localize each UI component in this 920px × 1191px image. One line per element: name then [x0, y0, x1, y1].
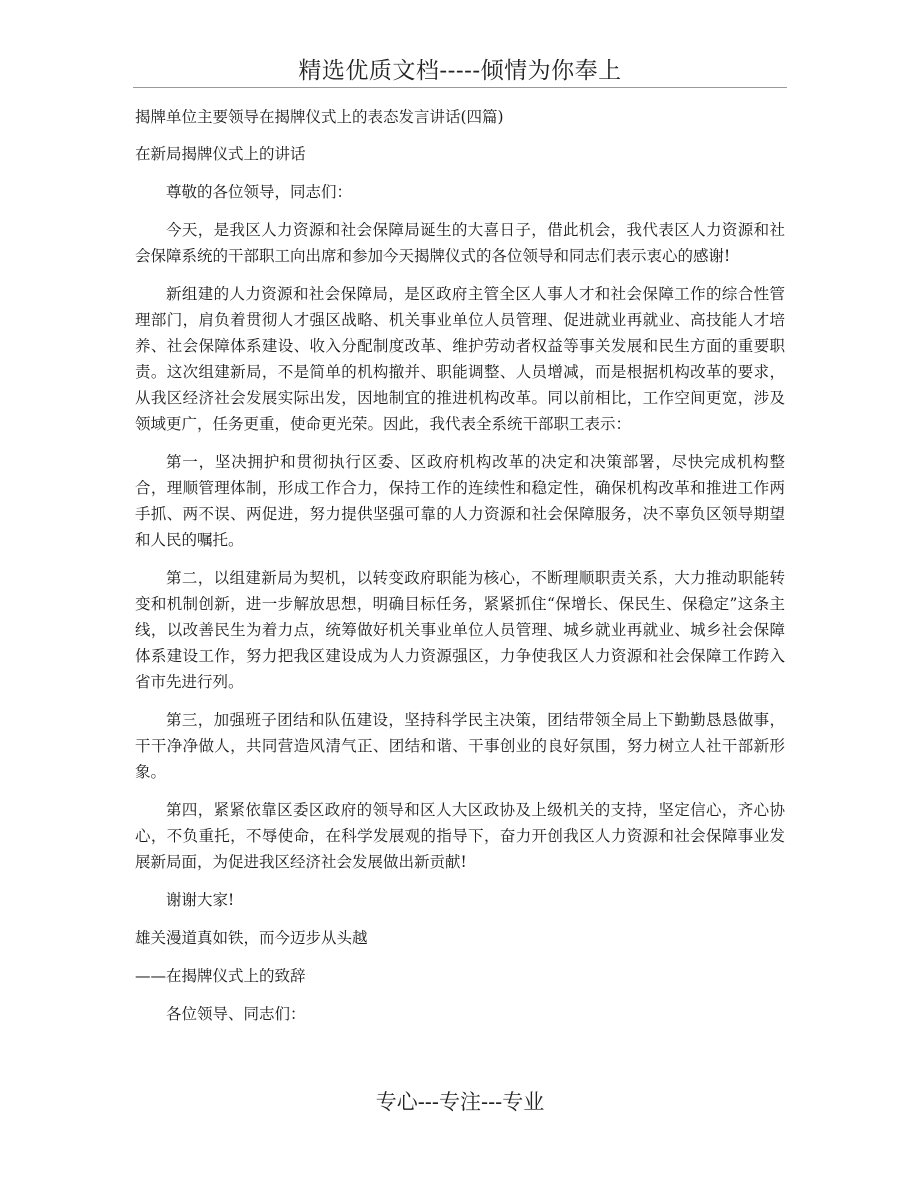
paragraph-intro: 今天，是我区人力资源和社会保障局诞生的大喜日子，借此机会，我代表区人力资源和社会保障系统的干部职工向出席和参加今天揭牌仪式的各位领导和同志们表示衷心的感谢! — [135, 221, 785, 265]
paragraph-first: 第一，坚决拥护和贯彻执行区委、区政府机构改革的决定和决策部署，尽快完成机构整合，理顺管理体制，形成工作合力，保持工作的连续性和稳定性，确保机构改革和推进工作两手抓、两不误、两促进，努力提供坚强可靠的人力资源和社会保障服务，决不辜负区领导期望和人民的嘱托。 — [135, 453, 785, 549]
second-speech-title: 雄关漫道真如铁，而今迈步从头越 — [135, 929, 368, 947]
document-body — [135, 104, 785, 1039]
greeting: 尊敬的各位领导，同志们： — [166, 183, 353, 201]
paragraph-fourth: 第四，紧紧依靠区委区政府的领导和区人大区政协及上级机关的支持，坚定信心，齐心协心，不负重托，不辱使命，在科学发展观的指导下，奋力开创我区人力资源和社会保障事业发展新局面，为促进我区经济社会发展做出新贡献! — [135, 801, 785, 871]
page-footer: 专心---专注---专业 — [375, 1090, 545, 1114]
header-divider — [133, 87, 787, 88]
closing-thanks: 谢谢大家! — [166, 891, 235, 909]
paragraph-second: 第二，以组建新局为契机，以转变政府职能为核心，不断理顺职责关系，大力推动职能转变和机制创新，进一步解放思想，明确目标任务，紧紧抓住“保增长、保民生、保稳定”这条主线，以改善民生为着力点，统筹做好机关事业单位人员管理、城乡就业再就业、城乡社会保障体系建设工作，努力把我区建设成为人力资源强区，力争使我区人力资源和社会保障工作跨入省市先进行列。 — [135, 569, 785, 691]
second-speech-subtitle: ——在揭牌仪式上的致辞 — [135, 967, 306, 985]
page-header-title: 精选优质文档-----倾情为你奉上 — [298, 58, 622, 84]
speech-title: 在新局揭牌仪式上的讲话 — [135, 145, 306, 163]
paragraph-responsibilities: 新组建的人力资源和社会保障局，是区政府主管全区人事人才和社会保障工作的综合性管理部门，肩负着贯彻人才强区战略、机关事业单位人员管理、促进就业再就业、高技能人才培养、社会保障体系建设、收入分配制度改革、维护劳动者权益等事关发展和民生方面的重要职责。这次组建新局，不是简单的机构撤并、职能调整、人员增减，而是根据机构改革的要求，从我区经济社会发展实际出发，因地制宜的推进机构改革。同以前相比，工作空间更宽，涉及领域更广，任务更重，使命更光荣。因此，我代表全系统干部职工表示： — [135, 285, 785, 433]
document-title: 揭牌单位主要领导在揭牌仪式上的表态发言讲话(四篇) — [135, 108, 504, 126]
second-greeting: 各位领导、同志们： — [166, 1005, 306, 1023]
paragraph-third: 第三，加强班子团结和队伍建设，坚持科学民主决策，团结带领全局上下勤勤恳恳做事，干干净净做人，共同营造风清气正、团结和谐、干事创业的良好氛围，努力树立人社干部新形象。 — [135, 711, 785, 781]
